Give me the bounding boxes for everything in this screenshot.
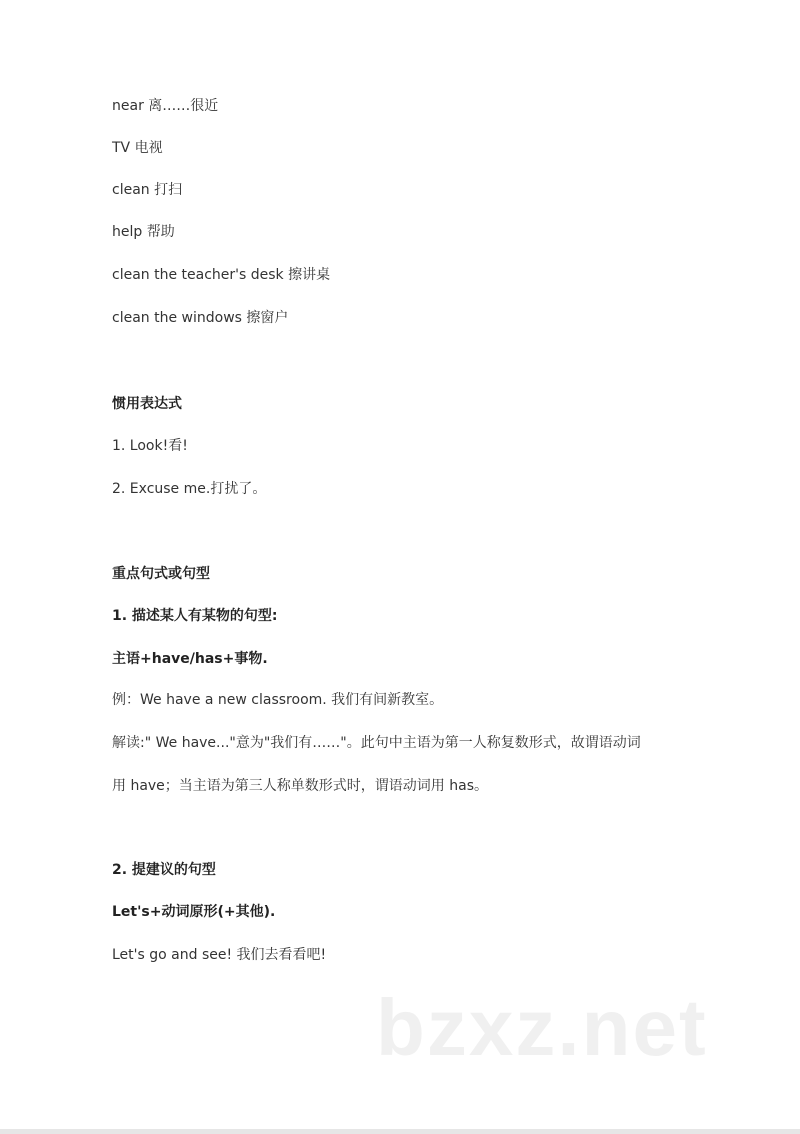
vocab-item: clean the windows 擦窗户 [112,310,289,326]
idiom-item: 2. Excuse me.打扰了。 [112,481,267,497]
pattern-1-explanation: 解读:" We have..."意为"我们有……"。此句中主语为第一人称复数形式，故谓语动词 [112,735,641,751]
pattern-1-explanation-cont: 用 have；当主语为第三人称单数形式时，谓语动词用 has。 [112,778,488,794]
vocab-item: clean the teacher's desk 擦讲桌 [112,267,331,283]
vocab-item: near 离……很近 [112,98,219,114]
idiom-item: 1. Look!看! [112,438,188,454]
pattern-1-formula: 主语+have/has+事物. [112,651,268,667]
pattern-2-example: Let's go and see! 我们去看看吧! [112,947,327,963]
vocab-item: TV 电视 [112,140,163,156]
idioms-heading: 惯用表达式 [112,396,182,412]
pattern-2-title: 2. 提建议的句型 [112,862,216,878]
vocab-item: help 帮助 [112,224,175,240]
pattern-1-title: 1. 描述某人有某物的句型: [112,608,278,624]
page-bottom-edge [0,1129,800,1134]
pattern-1-example: 例：We have a new classroom. 我们有间新教室。 [112,692,444,708]
watermark: bzxz.net [376,983,708,1072]
pattern-2-formula: Let's+动词原形(+其他). [112,904,276,920]
vocab-item: clean 打扫 [112,182,183,198]
patterns-heading: 重点句式或句型 [112,566,210,582]
